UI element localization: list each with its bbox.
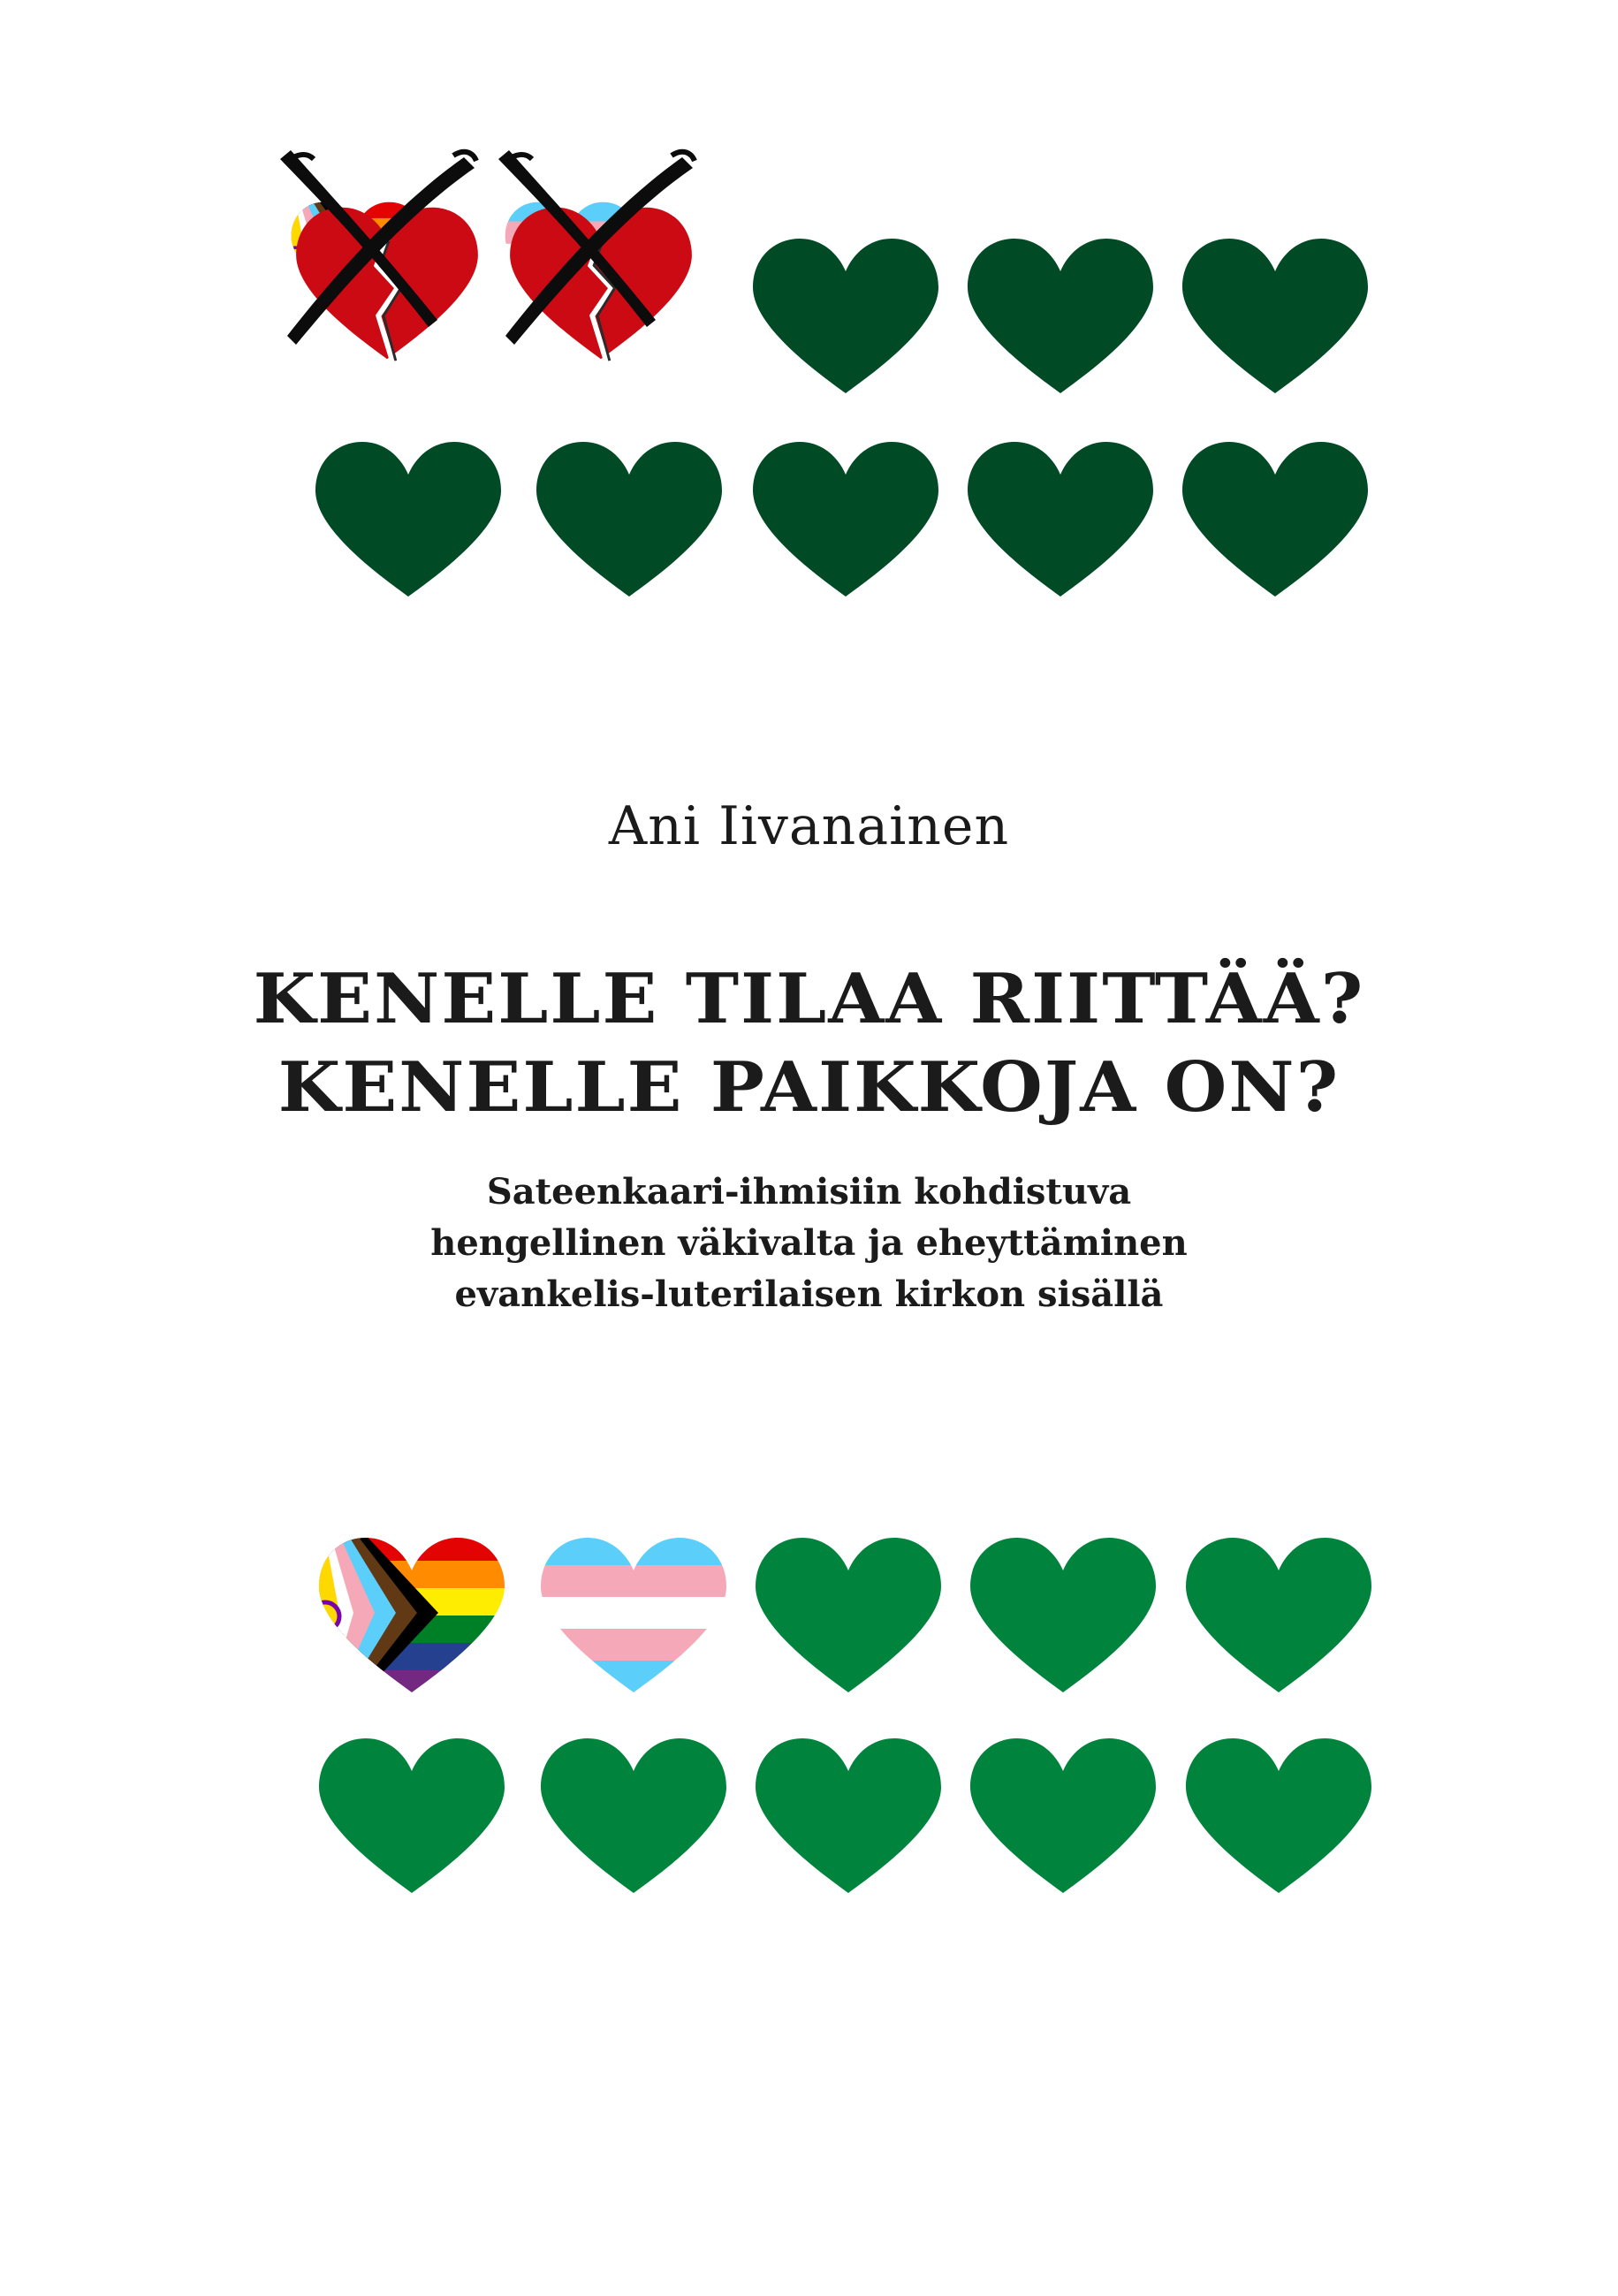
subtitle-line-1: Sateenkaari-ihmisiin kohdistuva [486, 1171, 1132, 1213]
author-name: Ani Iivanainen [608, 795, 1010, 857]
top-heart-3 [753, 239, 938, 393]
bottom-heart-6 [319, 1738, 505, 1893]
subtitle-line-3: evankelis-luterilaisen kirkon sisällä [454, 1273, 1164, 1315]
top-heart-10 [1182, 442, 1368, 597]
top-heart-7 [536, 442, 722, 597]
subtitle-line-2: hengellinen väkivalta ja eheyttäminen [430, 1222, 1188, 1264]
top-heart-4 [968, 239, 1153, 393]
bottom-heart-4 [970, 1538, 1156, 1692]
bottom-heart-9 [970, 1738, 1156, 1893]
top-heart-8 [753, 442, 938, 597]
book-title-line-1: KENELLE TILAA RIITTÄÄ? [253, 959, 1365, 1039]
top-heart-9 [968, 442, 1153, 597]
bottom-heart-2 [536, 1533, 731, 1696]
bottom-heart-1 [311, 1480, 509, 1745]
bottom-heart-5 [1186, 1538, 1371, 1692]
bottom-heart-3 [756, 1538, 941, 1692]
top-heart-6 [315, 442, 501, 597]
top-heart-2 [502, 199, 692, 361]
book-title-line-2: KENELLE PAIKKOJA ON? [277, 1047, 1341, 1128]
top-heart-5 [1182, 239, 1368, 393]
bottom-heart-8 [756, 1738, 941, 1893]
bottom-heart-7 [541, 1738, 726, 1893]
bottom-heart-10 [1186, 1738, 1371, 1893]
